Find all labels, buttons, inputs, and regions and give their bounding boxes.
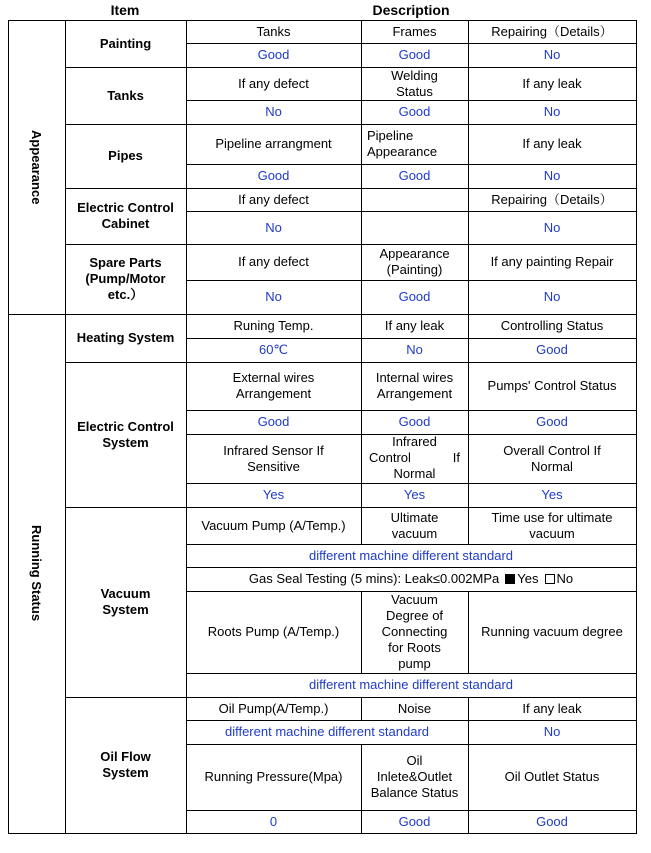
value-ecs-overall: Yes	[541, 487, 563, 502]
value-heating-temp: 60℃	[258, 342, 289, 357]
cell-ecc-repairing: Repairing（Details）	[491, 191, 613, 207]
cell-pipes-arrangement: Pipeline arrangment	[215, 136, 332, 151]
value-spare-defect: No	[265, 289, 282, 304]
cell-painting-frames: Frames	[392, 23, 437, 39]
cell-tanks-defect: If any defect	[238, 75, 309, 91]
item-electric-control-cabinet: Electric Control Cabinet	[77, 200, 174, 231]
cell-gas-seal-testing	[186, 567, 636, 591]
value-painting-repairing: No	[543, 47, 561, 62]
gas-seal-yes-label: Yes	[517, 571, 539, 586]
cell-oil-noise: Noise	[397, 700, 432, 716]
cell-oil-pressure: Running Pressure(Mpa)	[204, 769, 343, 784]
value-painting-frames: Good	[398, 47, 431, 62]
item-electric-control-system: Electric Control System	[77, 418, 174, 450]
gas-seal-label: Gas Seal Testing (5 mins): Leak≤0.002MPa	[248, 571, 500, 586]
item-vacuum-system: Vacuum System	[100, 586, 151, 617]
value-ecs-internal: Good	[398, 414, 431, 429]
cell-oil-outlet: Oil Outlet Status	[504, 769, 600, 784]
cell-vacuum-degree: Vacuum Degree of Connecting for Roots pump	[381, 592, 448, 671]
item-oil-flow-system: Oil Flow System	[100, 749, 151, 780]
cell-spare-repair: If any painting Repair	[490, 254, 614, 269]
value-ecs-infrared-sensor: Yes	[262, 487, 285, 502]
value-ecc-repairing: No	[543, 219, 561, 235]
cell-heating-temp: Runing Temp.	[233, 318, 314, 333]
cell-heating-leak: If any leak	[384, 318, 445, 333]
value-ecc-defect: No	[265, 219, 282, 235]
infrared-line-3: Normal	[393, 466, 436, 481]
value-oil-standard: different machine different standard	[224, 724, 430, 739]
value-oil-leak: No	[543, 724, 561, 739]
value-ecs-pumps: Good	[536, 414, 568, 429]
cell-ecs-infrared-sensor: Infrared Sensor If Sensitive	[223, 442, 324, 474]
value-tanks-leak: No	[543, 104, 561, 119]
cell-painting-repairing: Repairing（Details）	[491, 23, 613, 39]
cell-vacuum-ultimate: Ultimate vacuum	[390, 509, 439, 541]
cell-pipes-leak: If any leak	[522, 136, 582, 151]
value-vacuum-standard-2: different machine different standard	[308, 677, 514, 692]
cell-ecs-external: External wires Arrangement	[232, 370, 315, 401]
value-vacuum-standard-1: different machine different standard	[308, 547, 514, 563]
item-painting: Painting	[99, 35, 152, 51]
value-pipes-leak: No	[543, 168, 561, 183]
item-pipes: Pipes	[108, 148, 143, 163]
checkbox-no-unchecked[interactable]	[545, 574, 555, 584]
checkbox-yes-checked[interactable]	[505, 574, 515, 584]
cell-pipes-appearance: Pipeline Appearance	[367, 128, 438, 159]
cell-oil-leak: If any leak	[522, 700, 582, 716]
value-spare-appearance: Good	[398, 289, 431, 304]
value-ecs-infrared-control: Yes	[403, 487, 426, 502]
cell-ecs-internal: Internal wires Arrangement	[375, 370, 454, 401]
cell-spare-defect: If any defect	[238, 254, 309, 269]
cell-heating-control: Controlling Status	[500, 318, 604, 333]
value-oil-outlet: Good	[536, 813, 568, 829]
value-oil-balance: Good	[398, 813, 431, 829]
cell-vacuum-pump: Vacuum Pump (A/Temp.)	[201, 517, 346, 533]
value-tanks-welding: Good	[398, 104, 431, 119]
cell-spare-appearance: Appearance (Painting)	[379, 246, 450, 277]
value-oil-pressure: 0	[269, 813, 278, 829]
cell-oil-balance: Oil Inlete&Outlet Balance Status	[370, 753, 459, 800]
cell-ecs-pumps: Pumps' Control Status	[487, 378, 617, 393]
cell-ecs-infrared-control	[361, 434, 468, 483]
gas-seal-no-label: No	[556, 571, 574, 586]
value-tanks-defect: No	[265, 104, 282, 119]
value-heating-leak: No	[406, 342, 423, 357]
header-description: Description	[372, 2, 450, 18]
cell-tanks-leak: If any leak	[522, 75, 582, 91]
header-item: Item	[110, 2, 140, 18]
cell-ecs-overall: Overall Control If Normal	[503, 442, 601, 474]
value-spare-repair: No	[543, 289, 561, 304]
infrared-line-1: Infrared	[392, 434, 437, 449]
cell-running-vacuum: Running vacuum degree	[481, 624, 623, 639]
cell-roots-pump: Roots Pump (A/Temp.)	[207, 624, 340, 639]
category-appearance: Appearance	[29, 129, 44, 205]
value-heating-control: Good	[536, 342, 568, 357]
item-heating-system: Heating System	[76, 330, 175, 345]
item-tanks: Tanks	[107, 87, 144, 103]
cell-oil-pump: Oil Pump(A/Temp.)	[218, 700, 329, 716]
item-spare-parts: Spare Parts (Pump/Motor etc.）	[85, 255, 166, 302]
cell-painting-tanks: Tanks	[256, 23, 291, 39]
value-painting-tanks: Good	[257, 47, 290, 62]
cell-tanks-welding: Welding Status	[391, 67, 438, 99]
infrared-line-2a: Control	[369, 450, 411, 465]
cell-ecc-defect: If any defect	[238, 191, 309, 207]
value-ecs-external: Good	[257, 414, 290, 429]
infrared-line-2b: If	[452, 450, 460, 465]
value-pipes-arrangement: Good	[257, 168, 290, 183]
cell-vacuum-time: Time use for ultimate vacuum	[491, 509, 613, 541]
value-pipes-appearance: Good	[398, 168, 431, 183]
category-running-status: Running Status	[29, 525, 44, 622]
